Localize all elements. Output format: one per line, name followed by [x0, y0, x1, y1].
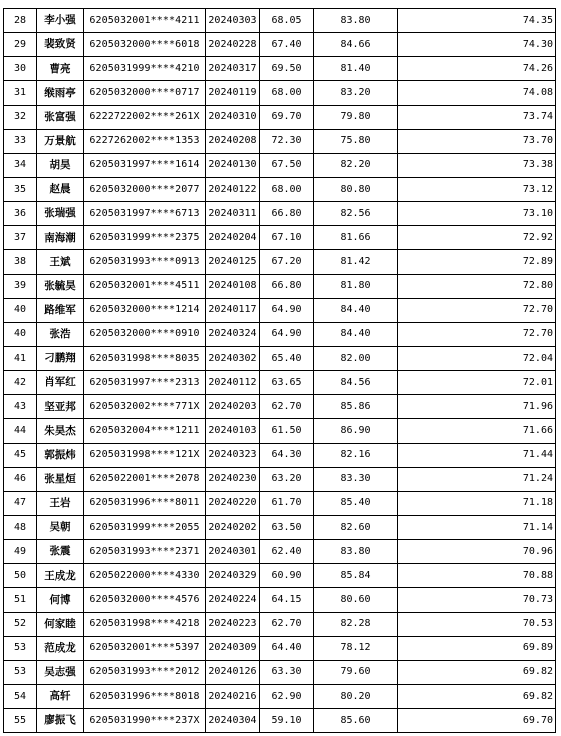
- score1-cell: 69.70: [260, 105, 314, 129]
- total-score-cell: 74.30: [398, 33, 556, 57]
- score1-cell: 67.50: [260, 153, 314, 177]
- id-number-cell: 6227262002****1353: [84, 129, 206, 153]
- score1-cell: 68.05: [260, 9, 314, 33]
- total-score-cell: 72.92: [398, 226, 556, 250]
- id-number-cell: 6205031990****237X: [84, 709, 206, 733]
- rank-cell: 39: [4, 274, 37, 298]
- name-cell: 张毓昊: [37, 274, 84, 298]
- name-cell: 范成龙: [37, 636, 84, 660]
- score2-cell: 81.40: [314, 57, 398, 81]
- id-number-cell: 6205031999****2375: [84, 226, 206, 250]
- name-cell: 朱昊杰: [37, 419, 84, 443]
- total-score-cell: 71.66: [398, 419, 556, 443]
- rank-cell: 38: [4, 250, 37, 274]
- rank-cell: 55: [4, 709, 37, 733]
- score1-cell: 67.20: [260, 250, 314, 274]
- id-number-cell: 6205032000****1214: [84, 298, 206, 322]
- score2-cell: 84.56: [314, 371, 398, 395]
- total-score-cell: 69.70: [398, 709, 556, 733]
- total-score-cell: 73.70: [398, 129, 556, 153]
- total-score-cell: 71.44: [398, 443, 556, 467]
- total-score-cell: 72.01: [398, 371, 556, 395]
- date-cell: 20240130: [206, 153, 260, 177]
- name-cell: 赵晨: [37, 177, 84, 201]
- table-row: [4, 564, 556, 588]
- id-number-cell: 6205031997****2313: [84, 371, 206, 395]
- score1-cell: 64.90: [260, 322, 314, 346]
- score1-cell: 60.90: [260, 564, 314, 588]
- score2-cell: 85.40: [314, 491, 398, 515]
- id-number-cell: 6205031997****6713: [84, 202, 206, 226]
- date-cell: 20240220: [206, 491, 260, 515]
- date-cell: 20240202: [206, 515, 260, 539]
- score2-cell: 82.56: [314, 202, 398, 226]
- table-row: [4, 153, 556, 177]
- name-cell: 吴朝: [37, 515, 84, 539]
- table-row: [4, 81, 556, 105]
- name-cell: 张瑞强: [37, 202, 84, 226]
- table-row: [4, 636, 556, 660]
- id-number-cell: 6205022000****4330: [84, 564, 206, 588]
- score1-cell: 63.50: [260, 515, 314, 539]
- rank-cell: 35: [4, 177, 37, 201]
- id-number-cell: 6205032000****0717: [84, 81, 206, 105]
- table-row: [4, 612, 556, 636]
- rank-cell: 40: [4, 322, 37, 346]
- total-score-cell: 69.82: [398, 684, 556, 708]
- id-number-cell: 6205031993****2012: [84, 660, 206, 684]
- table-row: [4, 588, 556, 612]
- score2-cell: 81.80: [314, 274, 398, 298]
- table-row: [4, 226, 556, 250]
- date-cell: 20240117: [206, 298, 260, 322]
- total-score-cell: 71.96: [398, 395, 556, 419]
- date-cell: 20240119: [206, 81, 260, 105]
- name-cell: 胡昊: [37, 153, 84, 177]
- date-cell: 20240324: [206, 322, 260, 346]
- rank-cell: 50: [4, 564, 37, 588]
- table-row: [4, 395, 556, 419]
- score2-cell: 83.80: [314, 540, 398, 564]
- name-cell: 何博: [37, 588, 84, 612]
- date-cell: 20240208: [206, 129, 260, 153]
- name-cell: 何家睦: [37, 612, 84, 636]
- table-row: [4, 250, 556, 274]
- score1-cell: 68.00: [260, 81, 314, 105]
- total-score-cell: 70.88: [398, 564, 556, 588]
- date-cell: 20240311: [206, 202, 260, 226]
- score2-cell: 82.28: [314, 612, 398, 636]
- table-row: [4, 371, 556, 395]
- rank-cell: 29: [4, 33, 37, 57]
- rank-cell: 44: [4, 419, 37, 443]
- score1-cell: 64.90: [260, 298, 314, 322]
- name-cell: 缑雨亭: [37, 81, 84, 105]
- id-number-cell: 6205031997****1614: [84, 153, 206, 177]
- score1-cell: 63.30: [260, 660, 314, 684]
- date-cell: 20240216: [206, 684, 260, 708]
- id-number-cell: 6205032000****6018: [84, 33, 206, 57]
- table-row: [4, 660, 556, 684]
- score1-cell: 63.20: [260, 467, 314, 491]
- date-cell: 20240302: [206, 346, 260, 370]
- name-cell: 肖军红: [37, 371, 84, 395]
- total-score-cell: 74.35: [398, 9, 556, 33]
- rank-cell: 40: [4, 298, 37, 322]
- name-cell: 李小强: [37, 9, 84, 33]
- score2-cell: 83.20: [314, 81, 398, 105]
- table-row: [4, 322, 556, 346]
- name-cell: 王斌: [37, 250, 84, 274]
- score2-cell: 83.80: [314, 9, 398, 33]
- name-cell: 郭振炜: [37, 443, 84, 467]
- score1-cell: 66.80: [260, 274, 314, 298]
- score2-cell: 80.60: [314, 588, 398, 612]
- id-number-cell: 6205031999****4210: [84, 57, 206, 81]
- date-cell: 20240122: [206, 177, 260, 201]
- id-number-cell: 6205031993****0913: [84, 250, 206, 274]
- table-row: [4, 57, 556, 81]
- date-cell: 20240126: [206, 660, 260, 684]
- date-cell: 20240224: [206, 588, 260, 612]
- id-number-cell: 6205031996****8018: [84, 684, 206, 708]
- table-row: [4, 419, 556, 443]
- id-number-cell: 6205022001****2078: [84, 467, 206, 491]
- rank-cell: 48: [4, 515, 37, 539]
- date-cell: 20240103: [206, 419, 260, 443]
- rank-cell: 54: [4, 684, 37, 708]
- total-score-cell: 70.96: [398, 540, 556, 564]
- score2-cell: 79.60: [314, 660, 398, 684]
- date-cell: 20240108: [206, 274, 260, 298]
- total-score-cell: 73.74: [398, 105, 556, 129]
- date-cell: 20240329: [206, 564, 260, 588]
- name-cell: 坚亚邦: [37, 395, 84, 419]
- score2-cell: 85.60: [314, 709, 398, 733]
- date-cell: 20240304: [206, 709, 260, 733]
- score1-cell: 67.40: [260, 33, 314, 57]
- total-score-cell: 73.10: [398, 202, 556, 226]
- score1-cell: 62.70: [260, 612, 314, 636]
- rank-cell: 33: [4, 129, 37, 153]
- rank-cell: 43: [4, 395, 37, 419]
- name-cell: 张富强: [37, 105, 84, 129]
- score1-cell: 65.40: [260, 346, 314, 370]
- id-number-cell: 6205031998****8035: [84, 346, 206, 370]
- name-cell: 南海潮: [37, 226, 84, 250]
- score1-cell: 69.50: [260, 57, 314, 81]
- rank-cell: 51: [4, 588, 37, 612]
- total-score-cell: 74.08: [398, 81, 556, 105]
- rank-cell: 46: [4, 467, 37, 491]
- name-cell: 路维军: [37, 298, 84, 322]
- id-number-cell: 6205032001****5397: [84, 636, 206, 660]
- table-row: [4, 202, 556, 226]
- name-cell: 王成龙: [37, 564, 84, 588]
- total-score-cell: 69.82: [398, 660, 556, 684]
- results-table: [3, 8, 556, 733]
- date-cell: 20240204: [206, 226, 260, 250]
- total-score-cell: 73.12: [398, 177, 556, 201]
- results-table-body: [4, 9, 556, 733]
- date-cell: 20240112: [206, 371, 260, 395]
- total-score-cell: 71.24: [398, 467, 556, 491]
- score1-cell: 63.65: [260, 371, 314, 395]
- total-score-cell: 74.26: [398, 57, 556, 81]
- table-row: [4, 467, 556, 491]
- rank-cell: 36: [4, 202, 37, 226]
- rank-cell: 42: [4, 371, 37, 395]
- score2-cell: 82.00: [314, 346, 398, 370]
- id-number-cell: 6205032002****771X: [84, 395, 206, 419]
- id-number-cell: 6205031998****4218: [84, 612, 206, 636]
- score2-cell: 84.40: [314, 298, 398, 322]
- score2-cell: 78.12: [314, 636, 398, 660]
- id-number-cell: 6205031999****2055: [84, 515, 206, 539]
- score1-cell: 62.40: [260, 540, 314, 564]
- score1-cell: 64.30: [260, 443, 314, 467]
- id-number-cell: 6205032004****1211: [84, 419, 206, 443]
- score2-cell: 82.60: [314, 515, 398, 539]
- id-number-cell: 6205032000****4576: [84, 588, 206, 612]
- table-row: [4, 709, 556, 733]
- table-row: [4, 298, 556, 322]
- score1-cell: 59.10: [260, 709, 314, 733]
- total-score-cell: 73.38: [398, 153, 556, 177]
- date-cell: 20240310: [206, 105, 260, 129]
- name-cell: 张浩: [37, 322, 84, 346]
- table-row: [4, 540, 556, 564]
- score1-cell: 72.30: [260, 129, 314, 153]
- name-cell: 裴致贤: [37, 33, 84, 57]
- score2-cell: 79.80: [314, 105, 398, 129]
- name-cell: 张震: [37, 540, 84, 564]
- table-row: [4, 684, 556, 708]
- score1-cell: 64.40: [260, 636, 314, 660]
- table-row: [4, 274, 556, 298]
- name-cell: 廖振飞: [37, 709, 84, 733]
- score1-cell: 64.15: [260, 588, 314, 612]
- score2-cell: 82.16: [314, 443, 398, 467]
- rank-cell: 45: [4, 443, 37, 467]
- name-cell: 张星烜: [37, 467, 84, 491]
- name-cell: 万景航: [37, 129, 84, 153]
- total-score-cell: 72.89: [398, 250, 556, 274]
- total-score-cell: 69.89: [398, 636, 556, 660]
- table-row: [4, 515, 556, 539]
- date-cell: 20240317: [206, 57, 260, 81]
- score2-cell: 81.66: [314, 226, 398, 250]
- date-cell: 20240125: [206, 250, 260, 274]
- date-cell: 20240223: [206, 612, 260, 636]
- score2-cell: 83.30: [314, 467, 398, 491]
- name-cell: 吴志强: [37, 660, 84, 684]
- table-row: [4, 129, 556, 153]
- total-score-cell: 70.73: [398, 588, 556, 612]
- name-cell: 刁鹏翔: [37, 346, 84, 370]
- table-row: [4, 346, 556, 370]
- date-cell: 20240230: [206, 467, 260, 491]
- total-score-cell: 72.04: [398, 346, 556, 370]
- id-number-cell: 6205031996****8011: [84, 491, 206, 515]
- score2-cell: 80.20: [314, 684, 398, 708]
- total-score-cell: 72.70: [398, 322, 556, 346]
- rank-cell: 31: [4, 81, 37, 105]
- rank-cell: 52: [4, 612, 37, 636]
- score1-cell: 61.50: [260, 419, 314, 443]
- rank-cell: 28: [4, 9, 37, 33]
- date-cell: 20240309: [206, 636, 260, 660]
- date-cell: 20240203: [206, 395, 260, 419]
- id-number-cell: 6205032001****4211: [84, 9, 206, 33]
- score1-cell: 61.70: [260, 491, 314, 515]
- name-cell: 高轩: [37, 684, 84, 708]
- table-row: [4, 177, 556, 201]
- rank-cell: 37: [4, 226, 37, 250]
- id-number-cell: 6205032001****4511: [84, 274, 206, 298]
- total-score-cell: 70.53: [398, 612, 556, 636]
- score2-cell: 84.40: [314, 322, 398, 346]
- score1-cell: 68.00: [260, 177, 314, 201]
- rank-cell: 34: [4, 153, 37, 177]
- table-row: [4, 9, 556, 33]
- date-cell: 20240303: [206, 9, 260, 33]
- rank-cell: 49: [4, 540, 37, 564]
- score1-cell: 62.70: [260, 395, 314, 419]
- total-score-cell: 72.70: [398, 298, 556, 322]
- rank-cell: 30: [4, 57, 37, 81]
- table-row: [4, 443, 556, 467]
- score2-cell: 86.90: [314, 419, 398, 443]
- name-cell: 曹亮: [37, 57, 84, 81]
- score2-cell: 85.86: [314, 395, 398, 419]
- score1-cell: 62.90: [260, 684, 314, 708]
- score2-cell: 81.42: [314, 250, 398, 274]
- table-row: [4, 105, 556, 129]
- table-row: [4, 491, 556, 515]
- total-score-cell: 71.18: [398, 491, 556, 515]
- date-cell: 20240228: [206, 33, 260, 57]
- rank-cell: 53: [4, 660, 37, 684]
- id-number-cell: 6205032000****0910: [84, 322, 206, 346]
- table-row: [4, 33, 556, 57]
- score2-cell: 84.66: [314, 33, 398, 57]
- score1-cell: 66.80: [260, 202, 314, 226]
- rank-cell: 32: [4, 105, 37, 129]
- date-cell: 20240301: [206, 540, 260, 564]
- id-number-cell: 6205031993****2371: [84, 540, 206, 564]
- score2-cell: 85.84: [314, 564, 398, 588]
- rank-cell: 47: [4, 491, 37, 515]
- score2-cell: 82.20: [314, 153, 398, 177]
- rank-cell: 53: [4, 636, 37, 660]
- name-cell: 王岩: [37, 491, 84, 515]
- score2-cell: 80.80: [314, 177, 398, 201]
- rank-cell: 41: [4, 346, 37, 370]
- id-number-cell: 6205031998****121X: [84, 443, 206, 467]
- total-score-cell: 71.14: [398, 515, 556, 539]
- score2-cell: 75.80: [314, 129, 398, 153]
- score1-cell: 67.10: [260, 226, 314, 250]
- id-number-cell: 6205032000****2077: [84, 177, 206, 201]
- date-cell: 20240323: [206, 443, 260, 467]
- id-number-cell: 6222722002****261X: [84, 105, 206, 129]
- total-score-cell: 72.80: [398, 274, 556, 298]
